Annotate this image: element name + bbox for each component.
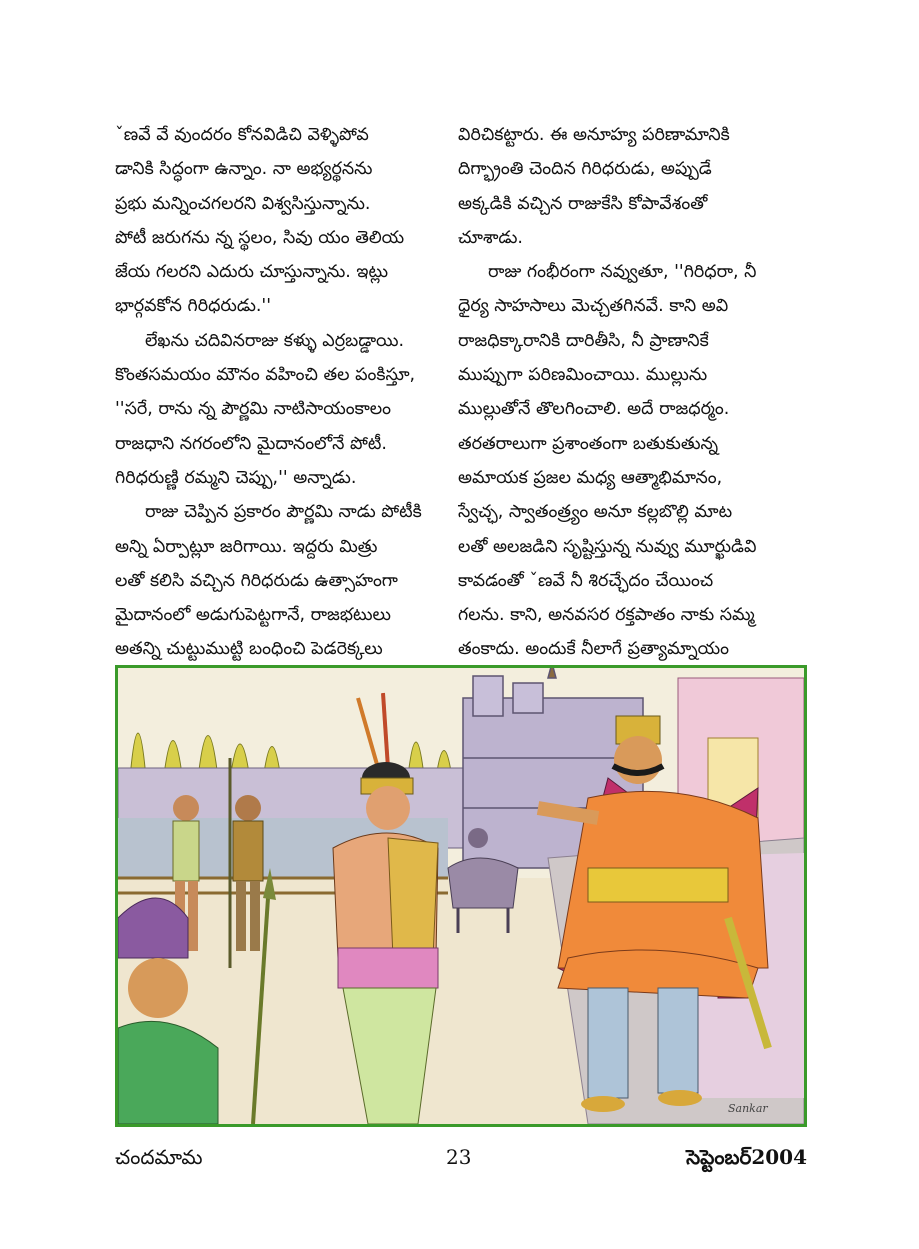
article-left-column bbox=[115, 118, 470, 667]
article-line: తరతరాలుగా ప్రశాంతంగా బతుకుతున్న bbox=[458, 433, 719, 454]
article-line: దిగ్భ్రాంతి చెందిన గిరిధరుడు, అప్పుడే bbox=[458, 159, 712, 180]
article-line: రాజు గంభీరంగా నవ్వుతూ, ''గిరిధరా, నీ bbox=[488, 262, 757, 283]
article-line: ప్రభు మన్నించగలరని విశ్వసిస్తున్నాను. bbox=[115, 193, 371, 214]
illustrator-signature: Sankar bbox=[728, 1102, 768, 1115]
story-illustration bbox=[115, 665, 807, 1127]
article-line: కావడంతో ˇణవే నీ శిరచ్ఛేదం చేయించ bbox=[458, 570, 714, 591]
article-line: చూశాడు. bbox=[458, 227, 523, 248]
article-line: కొంతసమయం మౌనం వహించి తల పంకిస్తూ, bbox=[115, 365, 416, 386]
article-line: డానికి సిద్ధంగా ఉన్నాం. నా అభ్యర్థనను bbox=[115, 159, 373, 180]
article-line: గిరిధరుణ్ణి రమ్మని చెప్పు,'' అన్నాడు. bbox=[115, 467, 357, 488]
page-number: 23 bbox=[446, 1145, 472, 1169]
article-line: ధైర్య సాహసాలు మెచ్చతగినవే. కాని అవి bbox=[458, 296, 729, 317]
article-line: లేఖను చదివినరాజు కళ్ళు ఎర్రబడ్డాయి. bbox=[145, 330, 405, 351]
article-line: ˇణవే వే వుందరం కోనవిడిచి వెళ్ళిపోవ bbox=[115, 125, 369, 145]
article-line: అన్ని ఏర్పాట్లూ జరిగాయి. ఇద్దరు మిత్రు bbox=[115, 536, 378, 557]
article-line: ముప్పుగా పరిణమించాయి. ముల్లును bbox=[458, 365, 708, 386]
article-line: తంకాదు. అందుకే నీలాగే ప్రత్యామ్నాయం bbox=[458, 639, 730, 660]
article-line: అతన్ని చుట్టుముట్టి బంధించి పెడరెక్కలు bbox=[115, 639, 383, 660]
article-line: జేయ గలరని ఎదురు చూస్తున్నాను. ఇట్లు bbox=[115, 262, 389, 283]
article-right-column bbox=[458, 118, 813, 667]
article-line: రాజధాని నగరంలోని మైదానంలోనే పోటీ. bbox=[115, 433, 387, 454]
illustration-scene bbox=[118, 668, 804, 1124]
magazine-name: చందమామ bbox=[115, 1145, 203, 1169]
article-line: రాజధిక్కారానికి దారితీసి, నీ ప్రాణానికే bbox=[458, 330, 709, 351]
article-line: ''సరే, రాను న్న పౌర్ణమి నాటిసాయంకాలం bbox=[115, 399, 392, 420]
article-line: ముల్లుతోనే తొలగించాలి. అదే రాజధర్మం. bbox=[458, 399, 730, 420]
article-line: పోటీ జరుగను న్న స్థలం, సివు యం తెలియ bbox=[115, 227, 405, 248]
page-footer bbox=[0, 1145, 919, 1175]
article-line: గలను. కాని, అనవసర రక్తపాతం నాకు సమ్మ bbox=[458, 605, 755, 626]
article-line: మైదానంలో అడుగుపెట్టగానే, రాజభటులు bbox=[115, 605, 391, 626]
article-line: స్వేచ్ఛ, స్వాతంత్ర్యం అనూ కల్లబొల్లి మాట bbox=[458, 502, 733, 523]
article-line: అమాయక ప్రజల మధ్య ఆత్మాభిమానం, bbox=[458, 467, 723, 488]
issue-date: సెప్టెంబర్2004 bbox=[686, 1145, 807, 1169]
article-line: లతో అలజడిని సృష్టిస్తున్న నువ్వు మూర్ఖుడివి bbox=[458, 536, 757, 557]
article-line: అక్కడికి వచ్చిన రాజుకేసి కోపావేశంతో bbox=[458, 193, 708, 214]
article-line: విరిచికట్టారు. ఈ అనూహ్య పరిణామానికి bbox=[458, 125, 730, 145]
article-line: లతో కలిసి వచ్చిన గిరిధరుడు ఉత్సాహంగా bbox=[115, 570, 398, 591]
article-line: భార్గవకోన గిరిధరుడు.'' bbox=[115, 296, 272, 317]
article-line: రాజు చెప్పిన ప్రకారం పౌర్ణమి నాడు పోటీకి bbox=[145, 502, 422, 523]
